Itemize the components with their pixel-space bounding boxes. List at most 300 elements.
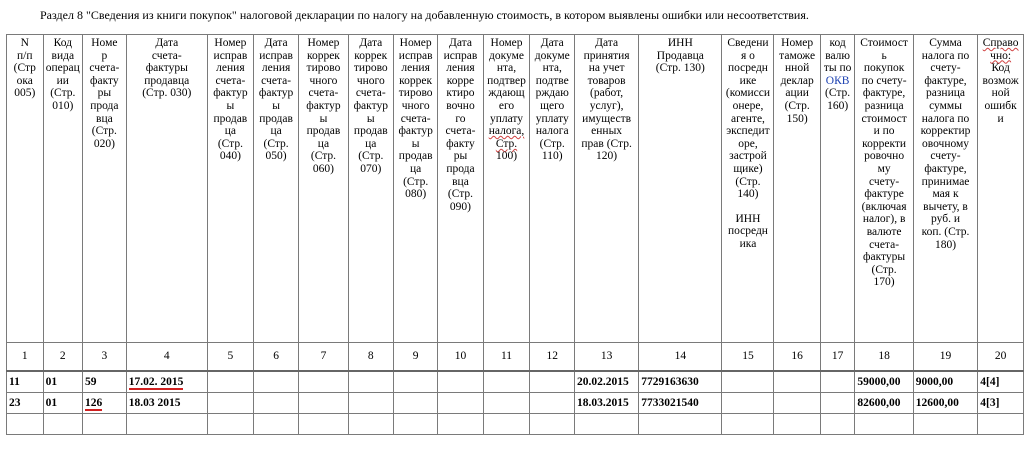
header-line: продав (213, 112, 248, 125)
header-line: ления (261, 62, 291, 75)
header-line: (Стр (13, 62, 36, 75)
header-line: ры (453, 150, 468, 163)
table-cell (913, 371, 977, 393)
empty-cell (978, 414, 1024, 435)
column-header (126, 35, 207, 343)
column-number: 7 (299, 343, 348, 372)
empty-cell (855, 414, 913, 435)
table-cell (722, 371, 774, 393)
cell-value: 59000,00 (857, 375, 901, 388)
header-line: Номер (214, 37, 247, 49)
header-line: корректир (920, 125, 971, 138)
header-line: 120) (596, 150, 618, 163)
header-line: руб. и (931, 213, 960, 226)
table-cell (774, 393, 820, 414)
header-line: счету- (930, 150, 961, 163)
header-line: по счету- (861, 74, 907, 87)
column-number: 17 (820, 343, 855, 372)
header-line: Справо (982, 37, 1019, 49)
header-line: фактуре, (924, 162, 967, 175)
table-cell (393, 393, 437, 414)
table-cell (575, 371, 639, 393)
column-number: 2 (43, 343, 82, 372)
table-cell (639, 371, 722, 393)
header-line: ошибк (984, 99, 1017, 112)
header-line: ты по (823, 62, 852, 75)
header-line: (Стр. (447, 188, 474, 201)
header-line: (работ, (590, 87, 624, 100)
header-line: ИНН (735, 212, 761, 225)
header-line: коп. (Стр. (921, 225, 970, 238)
header-line: ы (319, 112, 328, 125)
header-line: вида (51, 49, 75, 62)
header-line: (Стр. 030) (142, 87, 192, 100)
column-header (43, 35, 82, 343)
cell-value: 01 (45, 396, 58, 409)
header-line: коррек (399, 74, 433, 87)
header-line: (Стр. (217, 137, 243, 150)
header-line: щего (540, 99, 565, 112)
header-line: п/п (17, 49, 33, 62)
header-line: фактуры (863, 251, 906, 264)
header-line: Дата (359, 37, 383, 49)
column-number: 4 (126, 343, 207, 372)
column-number: 9 (393, 343, 437, 372)
header-line: енных (591, 125, 623, 138)
column-header (978, 35, 1024, 343)
header-line: ации (785, 87, 809, 100)
header-line: фактур (258, 87, 294, 100)
header-line: (Стр. (91, 125, 117, 138)
header-line: фактуры (145, 62, 188, 75)
empty-cell (253, 414, 298, 435)
header-line: ца (317, 137, 330, 150)
header-line: исправ (443, 49, 478, 62)
table-cell (774, 371, 820, 393)
header-line: налога, Стр. (488, 125, 525, 150)
header-line: чного (309, 74, 338, 87)
header-line: корре (446, 74, 475, 87)
column-number: 3 (83, 343, 127, 372)
table-cell (207, 393, 253, 414)
cell-value: 4[4] (980, 375, 1000, 388)
empty-cell (207, 414, 253, 435)
header-line: Стоимост (860, 37, 908, 49)
column-number: 18 (855, 343, 913, 372)
header-line: стоимост (861, 112, 907, 125)
table-cell (7, 393, 44, 414)
header-line: факту (90, 74, 119, 87)
header-line: 180) (934, 238, 957, 251)
header-line: докуме (534, 49, 570, 62)
header-line: (Стр. (784, 99, 810, 112)
table-cell (483, 371, 530, 393)
table-cell (299, 371, 348, 393)
cell-value: 17.02. 2015 (128, 375, 184, 388)
header-line: экспедит (726, 125, 770, 138)
header-line: вца (96, 112, 113, 125)
header-line: я о (741, 49, 755, 62)
header-line: исправ (213, 49, 248, 62)
header-line: (Стр. (539, 137, 565, 150)
header-line: N (20, 37, 29, 49)
header-line: (Стр. (263, 137, 289, 150)
header-line: уплату (535, 112, 569, 125)
header-line: Сумма (929, 37, 962, 49)
header-line: ной (991, 87, 1010, 100)
header-line: фактуре (864, 188, 904, 201)
header-line: (Стр. (310, 150, 336, 163)
header-line: мая к (932, 188, 959, 201)
table-cell (639, 393, 722, 414)
header-line: счета- (400, 112, 431, 125)
header-line: продав (306, 125, 341, 138)
header-line: операц (45, 62, 80, 75)
header-line: 070) (360, 162, 382, 175)
table-cell (43, 371, 82, 393)
column-header (855, 35, 913, 343)
header-line: коррек (306, 49, 340, 62)
header-line: Номер (399, 37, 432, 49)
header-line: (включая (861, 200, 907, 213)
header-line: ровочно (864, 150, 905, 163)
header-line: овочному (921, 137, 970, 150)
header-line: возмож (982, 74, 1019, 87)
cell-value: 82600,00 (857, 396, 901, 409)
header-line: фактур (213, 87, 248, 100)
column-number: 5 (207, 343, 253, 372)
table-cell (530, 393, 575, 414)
header-line: ления (401, 62, 430, 75)
empty-cell (438, 414, 483, 435)
header-line: и по (873, 125, 895, 138)
header-line: код (829, 37, 846, 49)
column-header (7, 35, 44, 343)
header-line: прода (90, 99, 119, 112)
column-header (299, 35, 348, 343)
empty-cell (393, 414, 437, 435)
header-line: услуг), (589, 99, 624, 112)
column-number: 13 (575, 343, 639, 372)
header-line: фактур (306, 99, 341, 112)
column-number: 14 (639, 343, 722, 372)
table-cell (855, 371, 913, 393)
header-line: Номер (490, 37, 523, 49)
header-line: 110) (541, 150, 563, 163)
header-line: имуществ (582, 112, 632, 125)
header-line: ОКВ (825, 74, 850, 87)
header-line: вочно (446, 99, 475, 112)
header-line: (Стр. (403, 175, 429, 188)
header-line: (Стр. (735, 175, 761, 188)
column-number: 19 (913, 343, 977, 372)
header-line: Номер (307, 37, 340, 49)
header-line: чного (356, 74, 385, 87)
column-header (820, 35, 855, 343)
header-line: 020) (93, 137, 115, 150)
cell-value: 18.03.2015 (577, 396, 629, 409)
table-cell (483, 393, 530, 414)
header-line: (комисси (725, 87, 771, 100)
column-header (438, 35, 483, 343)
header-line: нной (785, 62, 810, 75)
table-cell (126, 393, 207, 414)
header-line: ры (97, 87, 112, 100)
header-line: рждаю (535, 87, 569, 100)
empty-cell (7, 414, 44, 435)
header-line: фактуре, (924, 74, 967, 87)
header-line: суммы (929, 99, 962, 112)
header-line: ика (739, 237, 757, 250)
header-line: фактур (398, 125, 433, 138)
column-number: 12 (530, 343, 575, 372)
header-line: Сведени (727, 37, 769, 49)
header-line: разница (926, 87, 965, 100)
header-line: ы (411, 137, 420, 150)
header-line: вца (452, 175, 469, 188)
table-cell (348, 393, 393, 414)
header-line: таможе (779, 49, 816, 62)
header-line: 060) (312, 162, 334, 175)
header-line: нта, (542, 62, 562, 75)
column-header (722, 35, 774, 343)
table-cell (299, 393, 348, 414)
header-line: посредн (727, 225, 768, 238)
table-cell (126, 371, 207, 393)
header-line: го (455, 112, 466, 125)
header-line: Дата (264, 37, 288, 49)
header-line: ца (365, 137, 377, 150)
header-line: подтвер (487, 74, 526, 87)
header-line: фактур (353, 99, 388, 112)
header-line: Дата (595, 37, 619, 49)
header-line: счета- (445, 125, 476, 138)
header-line: чного (401, 99, 430, 112)
header-line: счета- (215, 74, 246, 87)
header-line: товаров (587, 74, 626, 87)
header-line: ии (Стр. (50, 74, 76, 100)
table-cell (83, 371, 127, 393)
table-row (7, 371, 1024, 393)
header-line: Продавца (656, 49, 704, 62)
header-line (723, 201, 772, 213)
empty-cell (820, 414, 855, 435)
column-header (530, 35, 575, 343)
empty-cell (348, 414, 393, 435)
column-header (483, 35, 530, 343)
cell-value: 59 (85, 375, 97, 388)
header-line: валюте (866, 225, 902, 238)
header-line: прав (Стр. (581, 137, 632, 150)
table-cell (575, 393, 639, 414)
table-cell (978, 393, 1024, 414)
table-cell (393, 371, 437, 393)
header-line: прода (446, 162, 475, 175)
empty-row (7, 414, 1024, 435)
header-line: ления (446, 62, 475, 75)
header-line: налога по (921, 112, 970, 125)
column-number: 16 (774, 343, 820, 372)
empty-cell (722, 414, 774, 435)
header-line: ы (272, 99, 280, 112)
header-line: покупок (863, 62, 905, 75)
header-line: разница (864, 99, 904, 112)
cell-value: 18.03 2015 (128, 396, 181, 409)
purchase-book-table (6, 34, 1024, 435)
table-cell (43, 393, 82, 414)
header-line: тирово (398, 87, 433, 100)
empty-cell (639, 414, 722, 435)
column-number: 6 (253, 343, 298, 372)
header-line: 010) (52, 99, 74, 112)
header-line: счета- (869, 238, 900, 251)
header-line: застрой (729, 150, 767, 163)
column-header (774, 35, 820, 343)
header-line: счету- (930, 62, 961, 75)
empty-cell (913, 414, 977, 435)
header-line: ы (366, 112, 375, 125)
header-line: тирово (353, 62, 388, 75)
header-line: вычету, в (923, 200, 968, 213)
table-cell (978, 371, 1024, 393)
header-line: Дата (449, 37, 472, 49)
empty-cell (43, 414, 82, 435)
column-number: 10 (438, 343, 483, 372)
section-title: Раздел 8 "Сведения из книги покупок" налоговой декларации по налогу на добавленную стоимость, в котором выявлены ошибки или несоответствия. (40, 8, 809, 22)
table-cell (820, 393, 855, 414)
cell-value: 01 (45, 375, 58, 388)
cell-value: 23 (9, 396, 21, 409)
table-cell (253, 371, 298, 393)
header-line: (Стр. (358, 150, 384, 163)
column-number: 11 (483, 343, 530, 372)
table-cell (913, 393, 977, 414)
header-line: ь (881, 49, 887, 62)
header-line: счета- (355, 87, 386, 100)
table-cell (83, 393, 127, 414)
header-line: коррек (354, 49, 388, 62)
header-line: 090) (449, 200, 472, 213)
empty-cell (83, 414, 127, 435)
header-line: агенте, (730, 112, 765, 125)
header-line: деклар (780, 74, 814, 87)
empty-cell (483, 414, 530, 435)
header-line: продавца (144, 74, 190, 87)
header-line: 160) (827, 99, 849, 112)
cell-value: 4[3] (980, 396, 1000, 409)
header-line: корректи (862, 137, 907, 150)
header-line: продав (398, 150, 433, 163)
header-line: ца (224, 125, 237, 138)
empty-cell (530, 414, 575, 435)
cell-value: 12600,00 (915, 396, 959, 409)
header-line: исправ (398, 49, 433, 62)
column-header (575, 35, 639, 343)
table-cell (438, 371, 483, 393)
header-line: (Стр. (871, 263, 897, 276)
cell-value: 11 (9, 375, 20, 388)
header-line: налога (535, 125, 569, 138)
header-line: 170) (873, 276, 895, 289)
header-line: 050) (265, 150, 287, 163)
header-line: Код (991, 62, 1010, 75)
header-line: чно: (990, 49, 1012, 62)
table-cell (722, 393, 774, 414)
cell-value: 9000,00 (915, 375, 954, 388)
column-header (207, 35, 253, 343)
column-header (83, 35, 127, 343)
header-line: 005) (14, 87, 36, 100)
header-line: (Стр. (825, 87, 851, 100)
header-line: налога по (921, 49, 970, 62)
header-line: принимае (921, 175, 970, 188)
header-line: валю (825, 49, 851, 62)
header-line: ления (216, 62, 245, 75)
header-line: ктиро (446, 87, 475, 100)
empty-cell (774, 414, 820, 435)
header-line: Дата (155, 37, 179, 49)
cell-value: 20.02.2015 (577, 375, 629, 388)
header-line: налог), в (862, 213, 906, 226)
header-line: 040) (219, 150, 241, 163)
cell-value: 7729163630 (641, 375, 699, 388)
header-line: уплату (489, 112, 524, 125)
column-header (913, 35, 977, 343)
header-line: счета- (151, 49, 182, 62)
column-number: 20 (978, 343, 1024, 372)
empty-cell (126, 414, 207, 435)
table-cell (7, 371, 44, 393)
header-line: 150) (786, 112, 808, 125)
header-line: (Стр. 130) (655, 62, 705, 75)
header-line: подтве (535, 74, 569, 87)
column-header (348, 35, 393, 343)
header-line: Номер (781, 37, 814, 49)
column-number: 15 (722, 343, 774, 372)
header-line: фактуре, (862, 87, 906, 100)
header-line: щике) (733, 162, 763, 175)
header-line: ока (16, 74, 33, 87)
header-line: счета- (261, 74, 292, 87)
header-line: 100) (495, 150, 518, 163)
table-cell (820, 371, 855, 393)
header-line: Номе (91, 37, 118, 49)
table-cell (253, 393, 298, 414)
header-line: факту (446, 137, 475, 150)
header-line: ИНН (667, 37, 693, 49)
header-line: онере, (732, 99, 764, 112)
empty-cell (299, 414, 348, 435)
column-number: 1 (7, 343, 44, 372)
cell-value: 7733021540 (641, 396, 699, 409)
header-line: нта, (496, 62, 517, 75)
table-cell (855, 393, 913, 414)
header-line: му (877, 162, 891, 175)
header-line: тирово (306, 62, 341, 75)
header-line: 140) (737, 188, 759, 201)
header-line: р (101, 49, 108, 62)
header-line: посредн (727, 62, 768, 75)
column-header (253, 35, 298, 343)
column-number-row (7, 343, 1024, 372)
column-header (639, 35, 722, 343)
header-line: продав (353, 125, 388, 138)
header-line: исправ (259, 49, 293, 62)
header-line: продав (259, 112, 293, 125)
table-cell (530, 371, 575, 393)
table-cell (207, 371, 253, 393)
header-line: счета- (89, 62, 120, 75)
